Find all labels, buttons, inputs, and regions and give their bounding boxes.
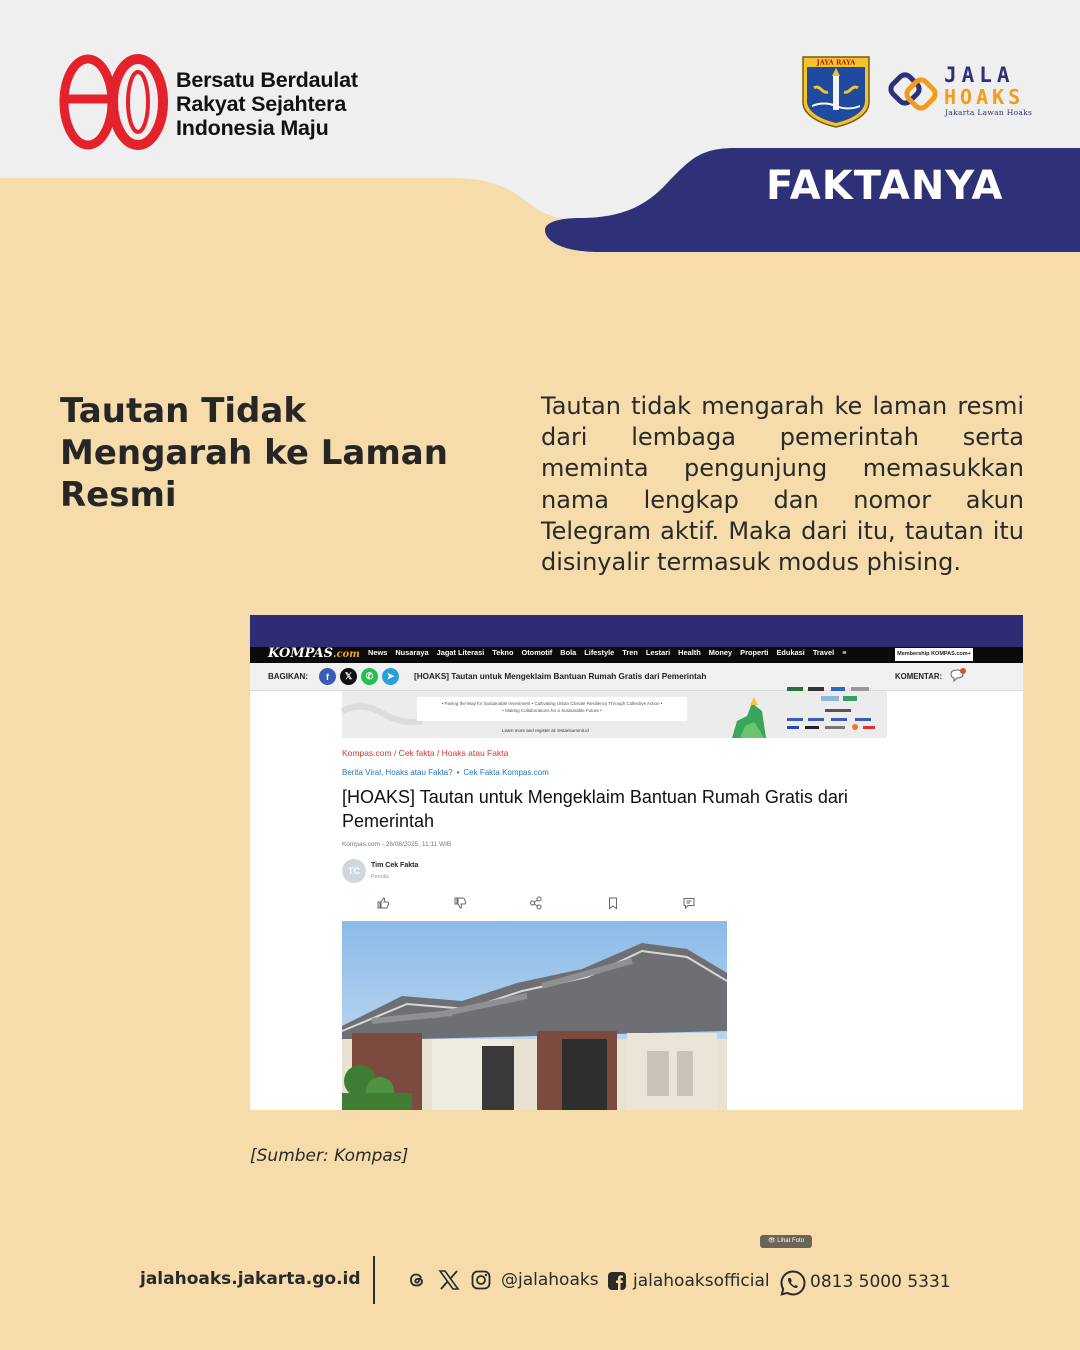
article-meta: Kompas.com - 26/08/2025, 11:11 WIB — [342, 841, 452, 848]
section-label: FAKTANYA — [766, 163, 1004, 209]
banner-text-box — [417, 697, 687, 721]
nav-item-properti[interactable]: Properti — [740, 648, 769, 657]
social-handle[interactable]: @jalahoaks — [501, 1270, 599, 1290]
share-label: BAGIKAN: — [268, 672, 308, 681]
share-icons — [319, 668, 399, 685]
kompas-logo-suffix: .com — [332, 649, 360, 660]
author-role: Penulis — [371, 874, 390, 880]
share-icon[interactable] — [529, 896, 543, 910]
whatsapp-share-icon[interactable]: ✆ — [361, 668, 378, 685]
dislike-icon[interactable] — [453, 896, 467, 910]
bookmark-icon[interactable] — [606, 896, 620, 910]
nav-item-money[interactable]: Money — [708, 648, 733, 657]
sponsor-logos — [783, 685, 893, 740]
tag-separator: • — [456, 768, 460, 777]
kompas-logo-text: KOMPAS — [268, 646, 333, 661]
website-link[interactable]: jalahoaks.jakarta.go.id — [140, 1269, 361, 1289]
site-top-bar — [250, 615, 1023, 647]
nav-item-lestari[interactable]: Lestari — [645, 648, 671, 657]
threads-icon[interactable] — [407, 1270, 427, 1290]
nav-item-travel[interactable]: Travel — [812, 648, 835, 657]
article-tags — [342, 768, 549, 777]
article-headline: [HOAKS] Tautan untuk Mengeklaim Bantuan Rumah Gratis dari Pemerintah — [342, 787, 848, 831]
footer-divider — [373, 1256, 375, 1304]
instagram-icon[interactable] — [471, 1270, 491, 1290]
brand-hoaks: HOAKS — [944, 85, 1025, 109]
fact-title: Tautan Tidak Mengarah ke Laman Resmi — [60, 391, 448, 515]
view-photo-button[interactable]: 👁 Lihat Foto — [760, 1235, 812, 1248]
author-name[interactable]: Tim Cek Fakta — [371, 862, 419, 869]
anniversary-80-logo — [60, 55, 168, 149]
crest-text: JAYA RAYA — [816, 58, 856, 67]
source-credit: [Sumber: Kompas] — [250, 1146, 409, 1166]
brand-subtitle: Jakarta Lawan Hoaks — [945, 108, 1033, 117]
nav-item-jagat-literasi[interactable]: Jagat Literasi — [436, 648, 485, 657]
tagline-line-3: Indonesia Maju — [176, 116, 329, 140]
jalahoaks-knot-icon — [888, 66, 940, 118]
whatsapp-number[interactable]: 0813 5000 5331 — [810, 1272, 951, 1292]
kompas-logo[interactable] — [268, 646, 360, 661]
nav-item-edukasi[interactable]: Edukasi — [776, 648, 805, 657]
banner-line-1: • Paving the Way for Sustainable Investment • Cultivating Urban Climate Resiliency Through Collective Action • — [441, 701, 663, 706]
nav-item-lifestyle[interactable]: Lifestyle — [584, 648, 615, 657]
house-photo — [342, 921, 727, 1110]
whatsapp-icon[interactable] — [779, 1269, 807, 1297]
nav-item-news[interactable]: News — [368, 648, 388, 657]
nav-item-bola[interactable]: Bola — [560, 648, 577, 657]
comment-bubble-icon[interactable] — [682, 896, 696, 910]
tagline-line-1: Bersatu Berdaulat — [176, 68, 358, 92]
site-nav-menu — [368, 648, 847, 657]
brand-jala: JALA — [944, 63, 1015, 87]
nav-item-nusaraya[interactable]: Nusaraya — [395, 648, 429, 657]
x-share-icon[interactable]: 𝕏 — [340, 668, 357, 685]
tag-viral[interactable]: Berita Viral, Hoaks atau Fakta? — [342, 768, 453, 777]
author-avatar[interactable]: TC — [342, 859, 366, 883]
article-photo[interactable] — [342, 921, 804, 1244]
banner-learn-more: Learn more and register at: lestarisummit.id — [502, 728, 589, 733]
nav-item-tekno[interactable]: Tekno — [492, 648, 514, 657]
breadcrumb[interactable]: Kompas.com / Cek fakta / Hoaks atau Fakta — [342, 748, 509, 758]
nav-item-otomotif[interactable]: Otomotif — [521, 648, 553, 657]
comment-label: KOMENTAR: — [895, 672, 943, 681]
nav-item-health[interactable]: Health — [678, 648, 701, 657]
social-icons — [407, 1270, 491, 1290]
article-actions — [376, 896, 696, 910]
anniversary-tagline — [176, 68, 358, 140]
share-bar-title: [HOAKS] Tautan untuk Mengeklaim Bantuan Rumah Gratis dari Pemerintah — [414, 672, 707, 681]
membership-button[interactable]: Membership KOMPAS.com+ — [895, 648, 973, 661]
facebook-share-icon[interactable]: f — [319, 668, 336, 685]
nav-item-tren[interactable]: Tren — [622, 648, 638, 657]
facebook-page[interactable]: jalahoaksofficial — [633, 1271, 770, 1291]
jakarta-crest-logo — [800, 54, 872, 128]
fact-description: Tautan tidak mengarah ke laman resmi dari lembaga pemerintah serta meminta pengunjung memasukkan nama lengkap dan nomor akun Telegram aktif. Maka dari itu, tautan itu disinyalir termasuk modus phising. — [541, 392, 1024, 577]
like-icon[interactable] — [376, 896, 390, 910]
facebook-icon[interactable] — [607, 1271, 627, 1291]
tagline-line-2: Rakyat Sejahtera — [176, 92, 347, 116]
tag-cek-fakta[interactable]: Cek Fakta Kompas.com — [463, 768, 549, 777]
telegram-share-icon[interactable]: ➤ — [382, 668, 399, 685]
banner-line-2: • Making Collaborations for a Sustainable Future • — [502, 708, 602, 713]
x-icon[interactable] — [438, 1270, 460, 1290]
nav-menu-icon[interactable]: ≡ — [842, 648, 847, 657]
comment-icon[interactable] — [949, 668, 967, 684]
